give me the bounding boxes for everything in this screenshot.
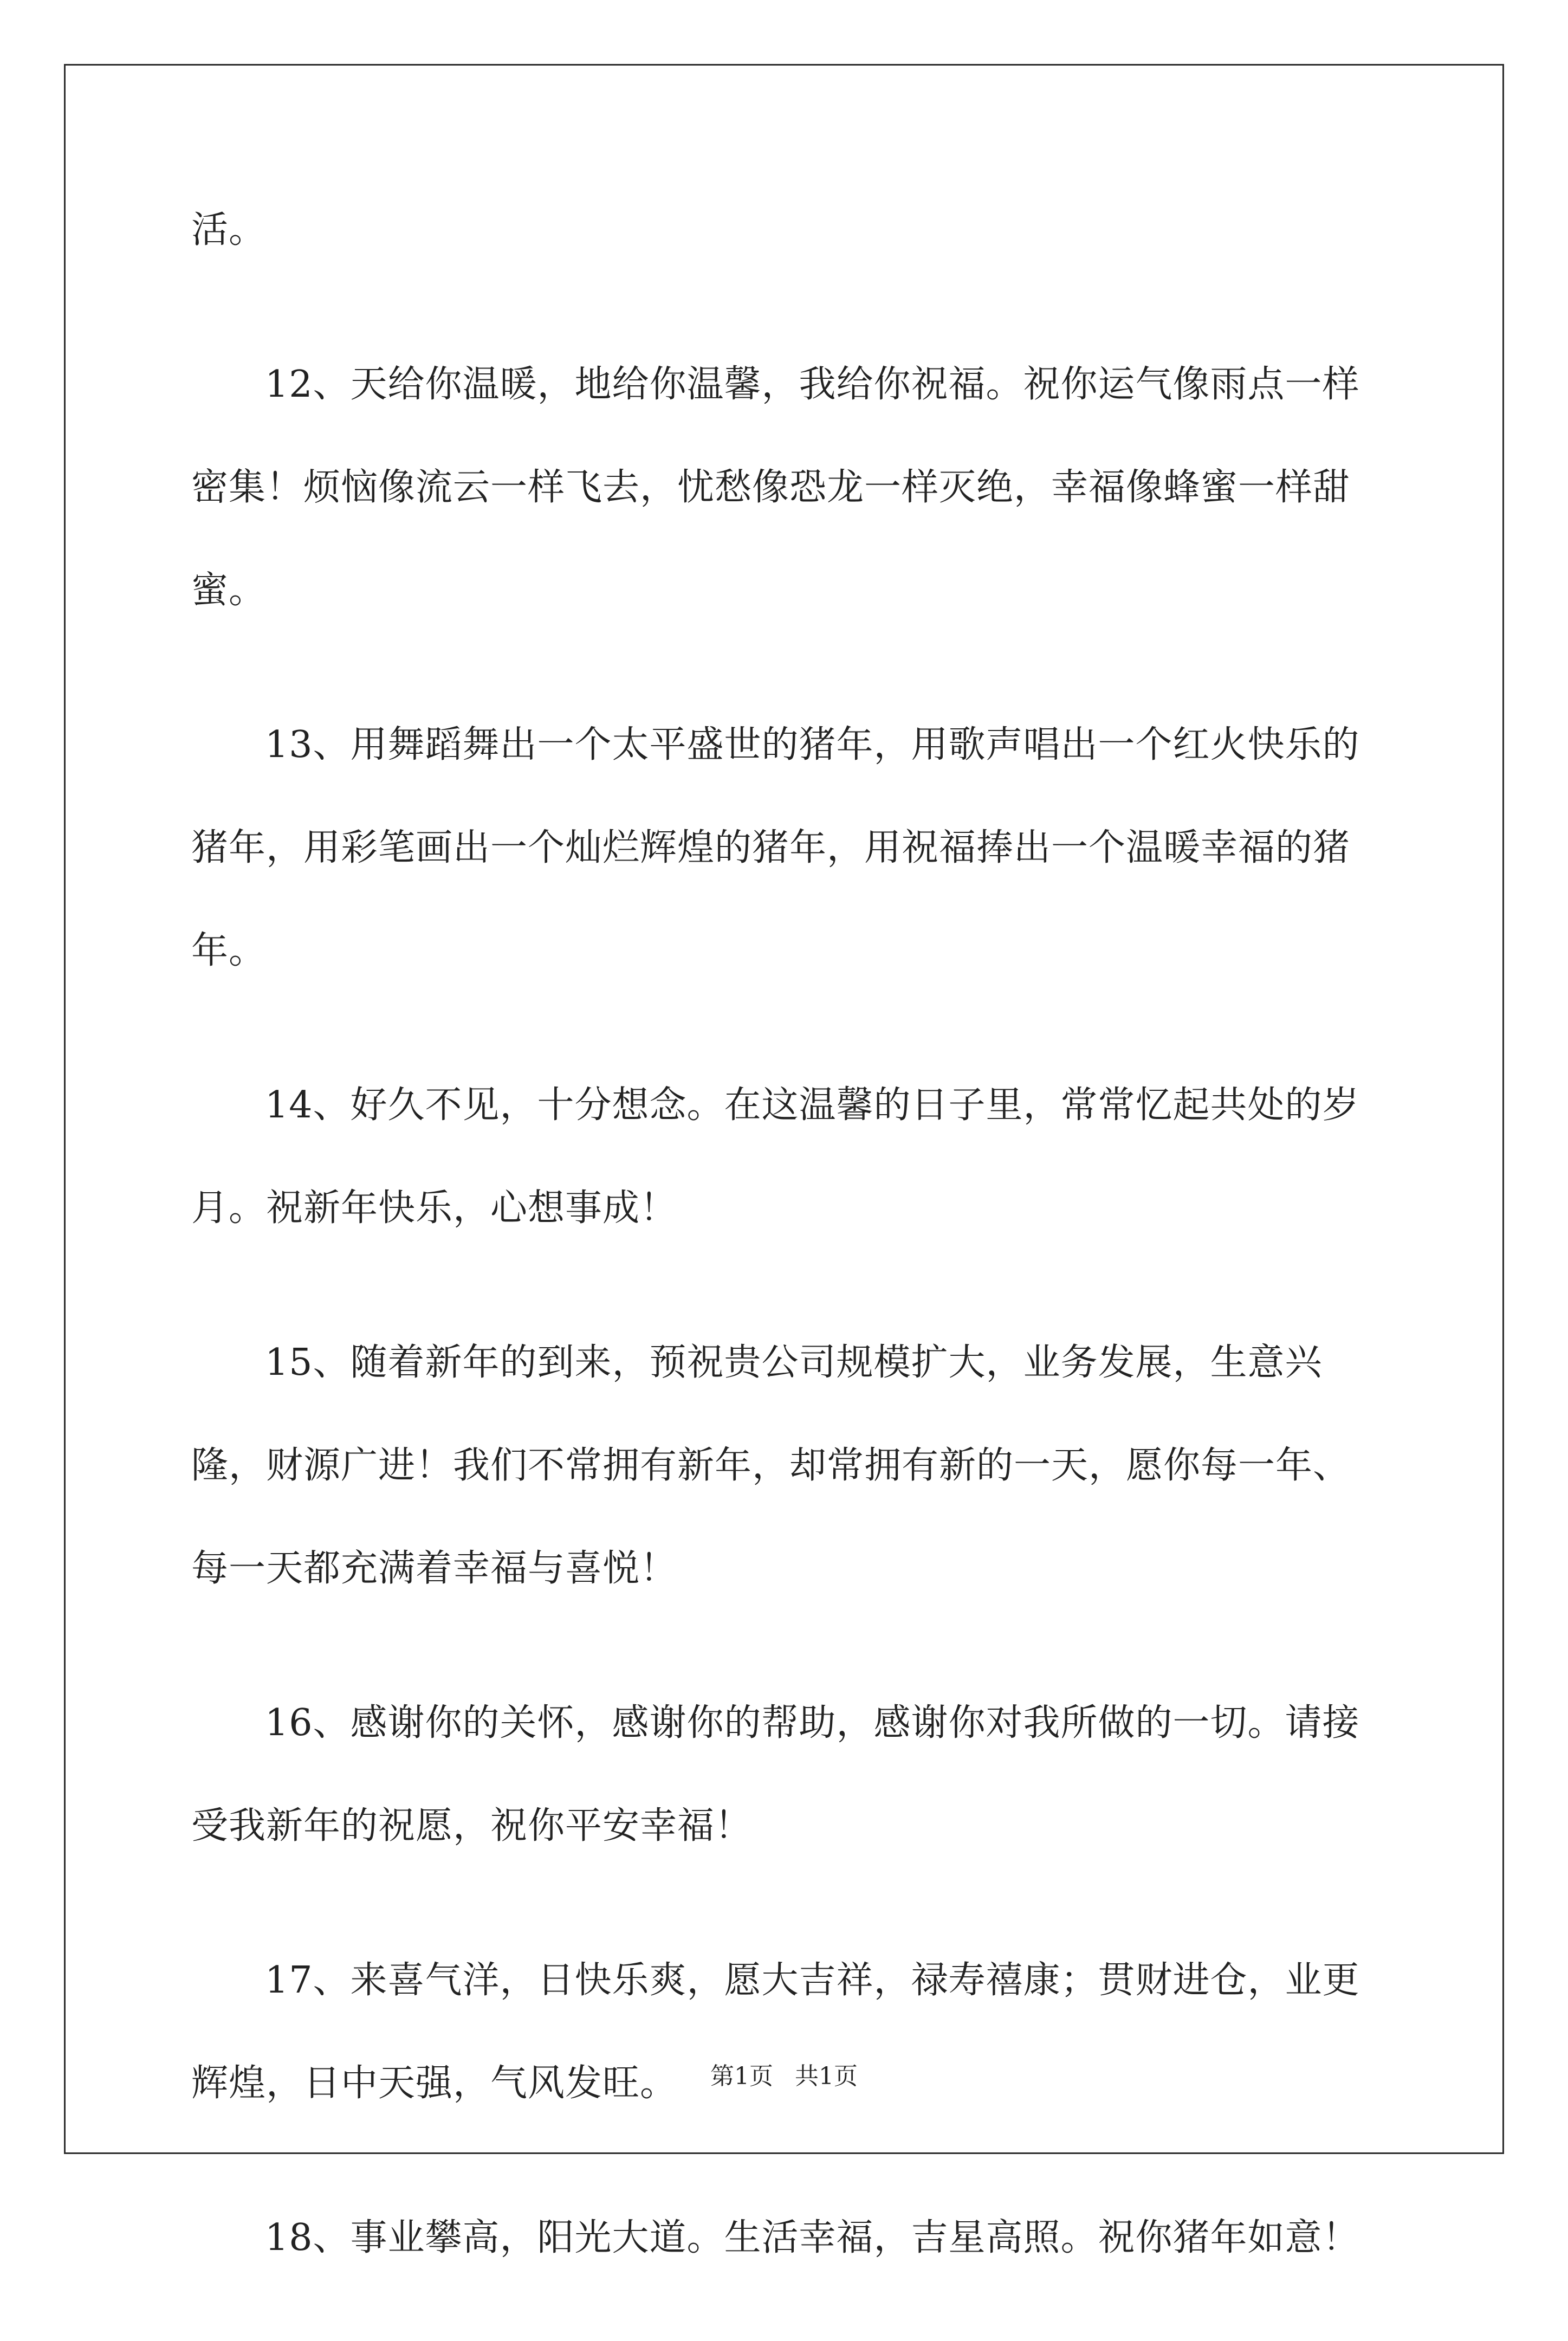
paragraph-continuation: 活。 xyxy=(191,209,267,251)
paragraph-17: 17、来喜气洋，日快乐爽，愿大吉祥，禄寿禧康；贯财进仓，业更辉煌，日中天强，气风发旺。 xyxy=(191,1959,1360,2105)
current-page-label: 第1页 xyxy=(710,2062,773,2090)
paragraph-12: 12、天给你温暖，地给你温馨，我给你祝福。祝你运气像雨点一样密集！烦恼像流云一样飞去，忧愁像恐龙一样灭绝，幸福像蜂蜜一样甜蜜。 xyxy=(191,363,1360,612)
total-pages-label: 共1页 xyxy=(795,2062,858,2090)
paragraph-14: 14、好久不见，十分想念。在这温馨的日子里，常常忆起共处的岁月。祝新年快乐，心想事成！ xyxy=(191,1084,1360,1230)
page-footer xyxy=(0,2057,1568,2091)
paragraph-18: 18、事业攀高，阳光大道。生活幸福，吉星高照。祝你猪年如意！ xyxy=(265,2216,1360,2259)
paragraph-16: 16、感谢你的关怀，感谢你的帮助，感谢你对我所做的一切。请接受我新年的祝愿，祝你平安幸福！ xyxy=(191,1702,1360,1847)
paragraph-15: 15、随着新年的到来，预祝贵公司规模扩大，业务发展，生意兴隆，财源广进！我们不常拥有新年，却常拥有新的一天，愿你每一年、每一天都充满着幸福与喜悦！ xyxy=(191,1341,1351,1590)
paragraph-13: 13、用舞蹈舞出一个太平盛世的猪年，用歌声唱出一个红火快乐的猪年，用彩笔画出一个灿烂辉煌的猪年，用祝福捧出一个温暖幸福的猪年。 xyxy=(191,723,1360,972)
document-body xyxy=(191,179,1383,2341)
